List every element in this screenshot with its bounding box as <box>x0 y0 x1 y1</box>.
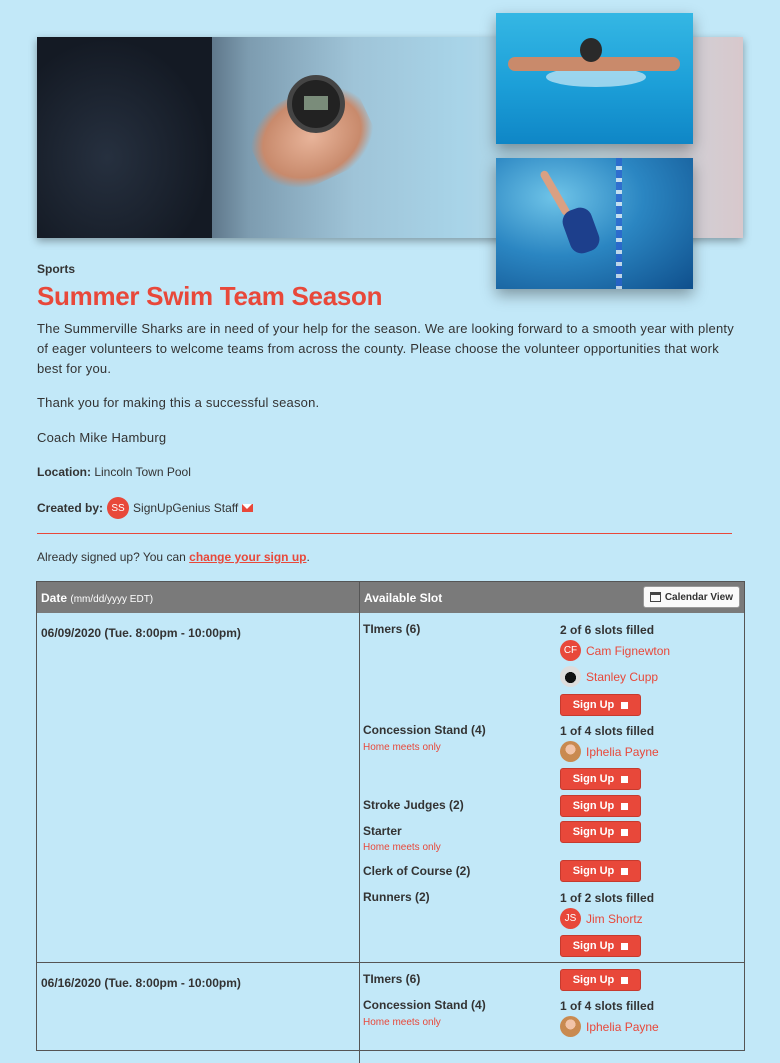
already-signed-up-line <box>37 550 310 564</box>
description: The Summerville Sharks are in need of your help for the season. We are looking forward to a smooth year with plenty of eager volunteers to welcome teams from across the county. Please choose the volunteer opportunities that work best for you. <box>37 321 734 376</box>
created-by-label: Created by: <box>37 501 104 515</box>
slot-note: Home meets only <box>363 742 441 753</box>
volunteer-item <box>560 741 659 762</box>
volunteer-name[interactable]: Iphelia Payne <box>586 744 659 759</box>
date-header-label: Date <box>41 591 68 605</box>
volunteer-name[interactable]: Iphelia Payne <box>586 1019 659 1034</box>
volunteer-item <box>560 666 658 687</box>
volunteer-avatar: CF <box>560 640 581 661</box>
location-value: Lincoln Town Pool <box>94 465 191 479</box>
volunteer-item <box>560 640 670 661</box>
date-group <box>37 613 744 963</box>
volunteer-avatar <box>560 1016 581 1037</box>
slot-name: TImers (6) <box>363 622 421 636</box>
volunteer-avatar <box>560 666 581 687</box>
date-cell: 06/16/2020 (Tue. 8:00pm - 10:00pm) <box>37 963 360 1063</box>
email-icon[interactable] <box>242 504 253 512</box>
sign-up-button[interactable]: Sign Up <box>560 694 641 716</box>
stopwatch-icon <box>287 75 345 133</box>
slots-column <box>360 613 744 962</box>
sign-up-button[interactable]: Sign Up <box>560 821 641 843</box>
volunteer-avatar <box>560 741 581 762</box>
volunteer-name[interactable]: Stanley Cupp <box>586 669 659 684</box>
already-text: Already signed up? You can <box>37 550 186 564</box>
date-format-label: (mm/dd/yyyy EDT) <box>70 594 154 605</box>
date-group <box>37 963 744 1063</box>
slots-column <box>360 963 744 1063</box>
already-end: . <box>306 550 310 564</box>
checkbox-icon <box>621 829 628 836</box>
creator-name: SignUpGenius Staff <box>133 501 239 515</box>
creator-avatar: SS <box>107 497 129 519</box>
checkbox-icon <box>621 977 628 984</box>
slots-filled: 1 of 4 slots filled <box>560 724 655 738</box>
volunteer-item <box>560 1016 659 1037</box>
checkbox-icon <box>621 776 628 783</box>
divider <box>37 533 732 534</box>
table-header <box>37 582 744 613</box>
checkbox-icon <box>621 868 628 875</box>
slots-filled: 1 of 4 slots filled <box>560 999 655 1013</box>
change-signup-link[interactable]: change your sign up <box>189 550 307 564</box>
category-label: Sports <box>37 262 76 276</box>
slot-name: TImers (6) <box>363 972 421 986</box>
created-by-line <box>37 497 253 519</box>
sign-up-button[interactable]: Sign Up <box>560 795 641 817</box>
slot-name: Concession Stand (4) <box>363 998 486 1012</box>
slot-name: Runners (2) <box>363 890 430 904</box>
slot-column-header: Available Slot <box>364 591 443 605</box>
slots-filled: 2 of 6 slots filled <box>560 623 655 637</box>
underwater-swimmer-photo <box>496 158 693 289</box>
checkbox-icon <box>621 943 628 950</box>
slot-note: Home meets only <box>363 1017 441 1028</box>
slot-note: Home meets only <box>363 842 441 853</box>
location-label: Location: <box>37 465 91 479</box>
butterfly-swimmer-photo <box>496 13 693 144</box>
volunteer-name[interactable]: Cam Fignewton <box>586 643 671 658</box>
date-cell: 06/09/2020 (Tue. 8:00pm - 10:00pm) <box>37 613 360 962</box>
checkbox-icon <box>621 702 628 709</box>
coach-shirt-graphic <box>37 37 212 238</box>
calendar-view-label: Calendar View <box>664 591 733 603</box>
page-title: Summer Swim Team Season <box>37 281 383 311</box>
volunteer-item <box>560 908 643 929</box>
signature-text: Coach Mike Hamburg <box>37 430 167 445</box>
location-line <box>37 465 191 479</box>
slots-filled: 1 of 2 slots filled <box>560 891 655 905</box>
slot-name: Starter <box>363 824 402 838</box>
slot-name: Stroke Judges (2) <box>363 798 464 812</box>
checkbox-icon <box>621 803 628 810</box>
signup-table <box>36 581 745 1051</box>
sign-up-button[interactable]: Sign Up <box>560 969 641 991</box>
thanks-text: Thank you for making this a successful season. <box>37 395 320 410</box>
volunteer-avatar: JS <box>560 908 581 929</box>
volunteer-name[interactable]: Jim Shortz <box>586 911 643 926</box>
sign-up-button[interactable]: Sign Up <box>560 935 641 957</box>
slot-name: Concession Stand (4) <box>363 723 486 737</box>
sign-up-button[interactable]: Sign Up <box>560 768 641 790</box>
calendar-icon <box>650 592 661 602</box>
sign-up-button[interactable]: Sign Up <box>560 860 641 882</box>
calendar-view-button[interactable] <box>643 586 740 608</box>
slot-name: Clerk of Course (2) <box>363 864 471 878</box>
date-column-header <box>37 582 360 613</box>
